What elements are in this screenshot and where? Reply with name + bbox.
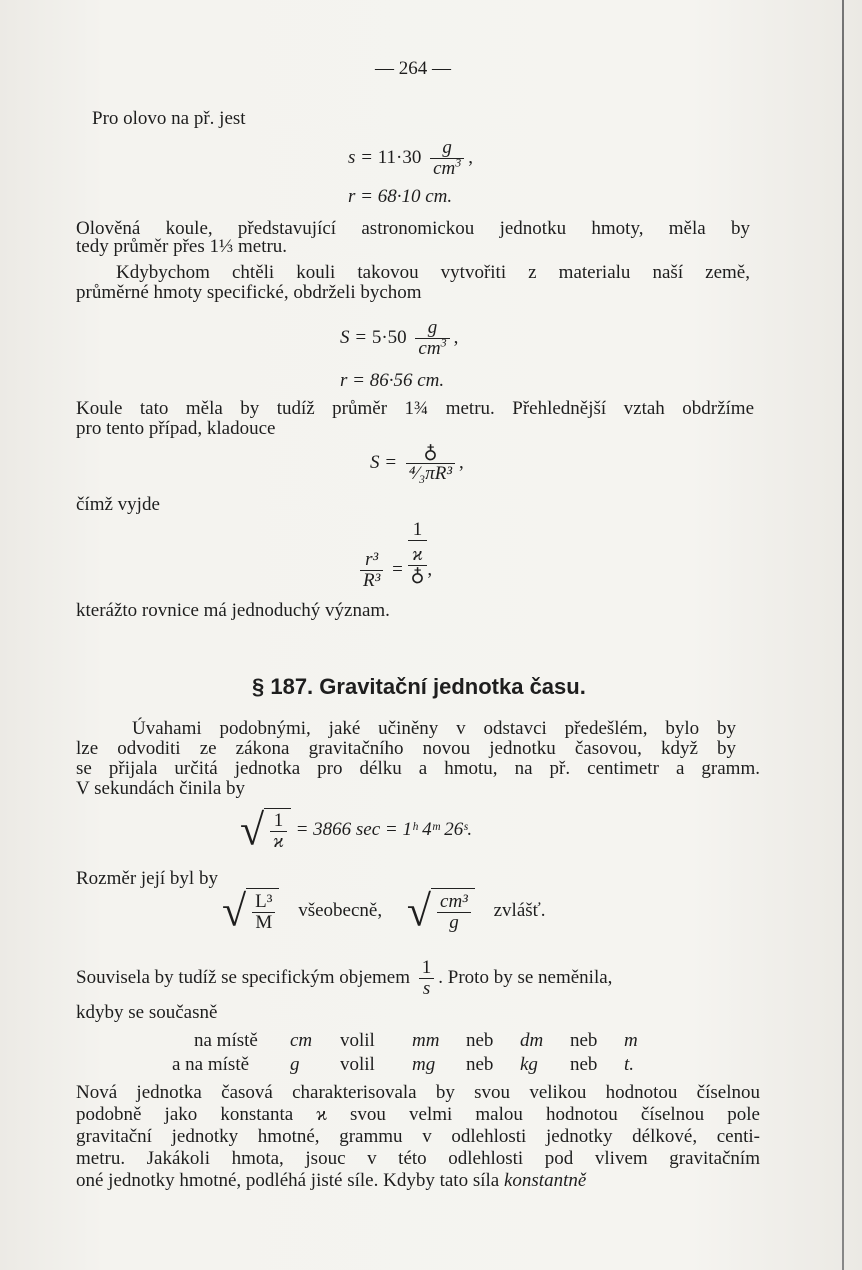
paragraph-5-line-1: Úvahami podobnými, jaké učiněny v odstavci předešlém, bylo by: [132, 718, 736, 739]
paragraph-4: kterážto rovnice má jednoduchý význam.: [76, 600, 390, 621]
eq6-lhs-fraction: [360, 550, 383, 591]
eq8-den-2: g: [449, 912, 459, 934]
eq6-lhs-num: r³: [360, 550, 383, 571]
eq7-den: ϰ: [273, 831, 284, 853]
eq8-word-1: všeobecně,: [298, 900, 383, 921]
paragraph-7-line-5: [76, 1170, 586, 1192]
row1-c1: cm: [290, 1030, 313, 1051]
equation-ratio: [356, 520, 432, 591]
paragraph-6-line-1: [76, 958, 612, 999]
paragraph-5-line-3: se přijala určitá jednotka pro délku a hmotu, na př. centimetr a gramm.: [76, 758, 760, 779]
p6-text-b: . Proto by se neměnila,: [438, 967, 613, 988]
p6-num: 1: [419, 958, 435, 979]
p6-fraction: [419, 958, 435, 999]
eq3-lhs: S =: [340, 327, 368, 348]
row2-c1: g: [290, 1054, 300, 1075]
eq6-lhs-den: R³: [363, 570, 381, 591]
eq8-fraction-2: [437, 892, 471, 933]
radical-sign: √: [240, 805, 265, 855]
page-edge-shadow: [842, 0, 844, 1270]
eq6-tail: ,: [427, 558, 433, 580]
sqrt-inner: [264, 808, 291, 853]
equation-s: [348, 138, 473, 179]
equation-S: [340, 318, 458, 359]
section-heading: § 187. Gravitační jednotka času.: [252, 674, 586, 699]
equation-r1: r = 68·10 cm.: [348, 186, 453, 207]
earth-symbol-icon-2: ♁: [410, 565, 425, 586]
equation-S-earth: [370, 440, 464, 486]
row2-c3: mg: [412, 1054, 436, 1075]
row1-c6: neb: [570, 1030, 598, 1051]
eq1-fraction: [430, 138, 464, 179]
eq3-tail: ,: [453, 327, 459, 348]
eq3-coef: 5·50: [371, 327, 407, 348]
radical-sign-3: √: [406, 886, 432, 936]
paragraph-7-line-2: podobně jako konstanta ϰ svou velmi malou hodnotou číselnou pole: [76, 1104, 760, 1125]
page-number: — 264 —: [375, 58, 451, 79]
eq5-tail: ,: [459, 452, 464, 473]
row1-c3: mm: [412, 1030, 440, 1051]
eq1-tail: ,: [468, 147, 473, 168]
eq8-den-1: M: [255, 912, 273, 934]
eq3-fraction: [415, 318, 449, 359]
paragraph-1-line-2: tedy průměr přes 1⅓ metru.: [76, 236, 288, 257]
eq8-num-2: cm³: [437, 892, 471, 913]
cimz-line: čímž vyjde: [76, 494, 160, 515]
eq3-num: g: [415, 318, 449, 339]
eq8-word-2: zvlášť.: [493, 900, 546, 921]
paragraph-1-line-1: Olověná koule, představující astronomickou jednotku hmoty, měla by: [76, 218, 750, 239]
row1-c7: m: [624, 1030, 638, 1051]
eq6-rhs-fraction: [408, 545, 428, 586]
eq7-num: 1: [270, 811, 287, 832]
paragraph-5-line-2: lze odvoditi ze zákona gravitačního novou jednotku časovou, když by: [76, 738, 736, 759]
earth-symbol-icon: ♁: [406, 443, 455, 464]
row1-c4: neb: [466, 1030, 494, 1051]
eq7-rhs: = 3866 sec = 1ʰ 4ᵐ 26ˢ.: [295, 819, 473, 840]
eq5-fraction: [406, 443, 455, 484]
paragraph-5-line-4: V sekundách činila by: [76, 778, 246, 799]
equation-dimension: [222, 888, 546, 935]
eq1-den: $cm^3$: [433, 155, 462, 180]
paragraph-3-line-2: pro tento případ, kladouce: [76, 418, 276, 439]
eq8-num-1: L³: [252, 892, 275, 913]
paragraph-2-line-1: Kdybychom chtěli kouli takovou vytvořiti z materialu naší země,: [116, 262, 750, 283]
eq6-rhs: [408, 520, 428, 586]
p6-den: s: [422, 978, 431, 1000]
paragraph-6-line-2: kdyby se současně: [76, 1002, 218, 1023]
row2-c6: neb: [570, 1054, 598, 1075]
eq6-equals: =: [392, 558, 403, 580]
sqrt-inner-3: [431, 888, 475, 935]
intro-line: Pro olovo na př. jest: [92, 108, 246, 129]
row2-c2: volil: [340, 1054, 375, 1075]
paragraph-7-line-1: Nová jednotka časová charakterisovala by svou velikou hodnotou číselnou: [76, 1082, 760, 1103]
eq1-lhs: s =: [348, 147, 373, 168]
equation-time-unit: [240, 805, 473, 855]
eq6-rhs-num: ϰ: [408, 545, 428, 566]
eq1-coef: 11·30: [377, 147, 422, 168]
row2-c4: neb: [466, 1054, 494, 1075]
eq5-den: ⁴⁄₃πR³: [408, 463, 453, 485]
row2-c5: kg: [520, 1054, 538, 1075]
eq1-num: g: [430, 138, 464, 159]
radical-sign-2: √: [222, 886, 247, 936]
equation-r2: r = 86·56 cm.: [340, 370, 445, 391]
paragraph-7-line-3: gravitační jednotky hmotné, grammu v odlehlosti jednotky délkové, centi-: [76, 1126, 760, 1147]
sqrt-L3-over-M: [222, 888, 279, 935]
eq6-top: 1: [408, 520, 428, 541]
row1-c2: volil: [340, 1030, 375, 1051]
sqrt-1-over-kappa: [240, 805, 291, 855]
sqrt-cm3-over-g: [407, 888, 475, 935]
eq8-fraction-1: [252, 892, 275, 933]
p7-line5-text: oné jednotky hmotné, podléhá jisté síle. Kdyby tato síla: [76, 1170, 500, 1191]
row2-c7: t.: [624, 1054, 635, 1075]
row1-c5: dm: [520, 1030, 544, 1051]
paragraph-3-line-1: Koule tato měla by tudíž průměr 1¾ metru. Přehlednější vztah obdržíme: [76, 398, 754, 419]
rozmer-line: Rozměr její byl by: [76, 868, 218, 889]
eq3-den: $cm^3$: [418, 335, 447, 360]
p7-line5-italic: konstantně: [503, 1170, 587, 1191]
row2-c0: a na místě: [172, 1054, 250, 1075]
paragraph-2-line-2: průměrné hmoty specifické, obdrželi bychom: [76, 282, 422, 303]
sqrt-inner-2: [246, 888, 279, 935]
eq7-fraction: [270, 811, 287, 852]
eq5-lhs: S =: [370, 452, 398, 473]
p6-text-a: Souvisela by tudíž se specifickým objemem: [76, 967, 411, 988]
paragraph-7-line-4: metru. Jakákoli hmota, jsouc v této odlehlosti pod vlivem gravitačním: [76, 1148, 760, 1169]
row1-c0: na místě: [194, 1030, 258, 1051]
